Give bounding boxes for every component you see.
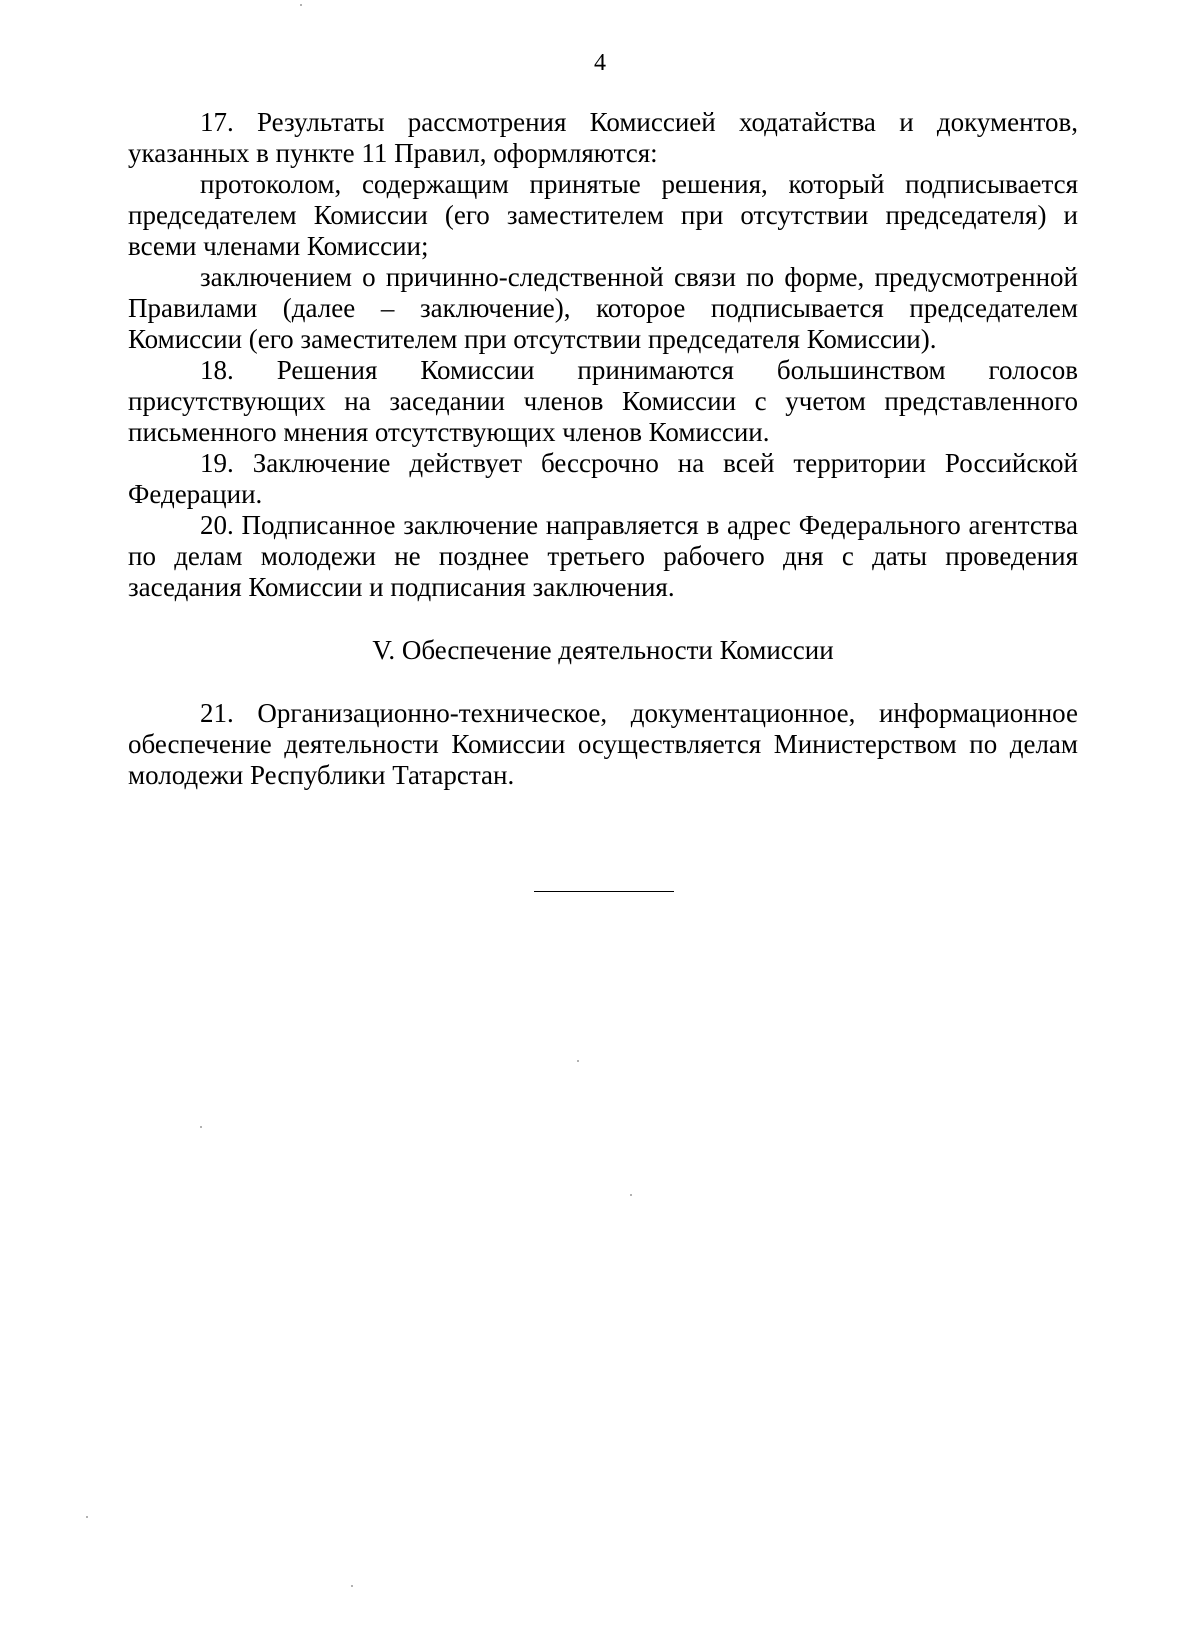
section-heading: V. Обеспечение деятельности Комиссии [372, 635, 834, 665]
scan-speck [577, 1060, 579, 1062]
document-body [128, 107, 1078, 791]
scan-speck [630, 1194, 632, 1196]
paragraph-18: 18. Решения Комиссии принимаются большинством голосов присутствующих на заседании членов Комиссии с учетом представленного письменного мнения отсутствующих членов Комиссии. [128, 355, 1078, 447]
paragraph-21: 21. Организационно-техническое, документационное, информационное обеспечение деятельности Комиссии осуществляется Министерством по делам молодежи Республики Татарстан. [128, 698, 1078, 790]
paragraph-20: 20. Подписанное заключение направляется в адрес Федерального агентства по делам молодежи не позднее третьего рабочего дня с даты проведения заседания Комиссии и подписания заключения. [128, 510, 1078, 602]
scan-speck [351, 1585, 353, 1587]
page-number: 4 [594, 50, 606, 76]
scan-speck [86, 1516, 88, 1518]
paragraph-17: 17. Результаты рассмотрения Комиссией ходатайства и документов, указанных в пункте 11 Правил, оформляются: [128, 107, 1078, 168]
end-of-document-rule [534, 891, 674, 892]
scan-speck [200, 1126, 202, 1128]
paragraph-protocol: протоколом, содержащим принятые решения, который подписывается председателем Комиссии (его заместителем при отсутствии председателя) и всеми членами Комиссии; [128, 169, 1078, 261]
scan-speck [300, 4, 302, 6]
paragraph-conclusion: заключением о причинно-следственной связи по форме, предусмотренной Правилами (далее – заключение), которое подписывается председателем Комиссии (его заместителем при отсутствии председателя Комиссии). [128, 262, 1078, 354]
paragraph-19: 19. Заключение действует бессрочно на всей территории Российской Федерации. [128, 448, 1078, 509]
